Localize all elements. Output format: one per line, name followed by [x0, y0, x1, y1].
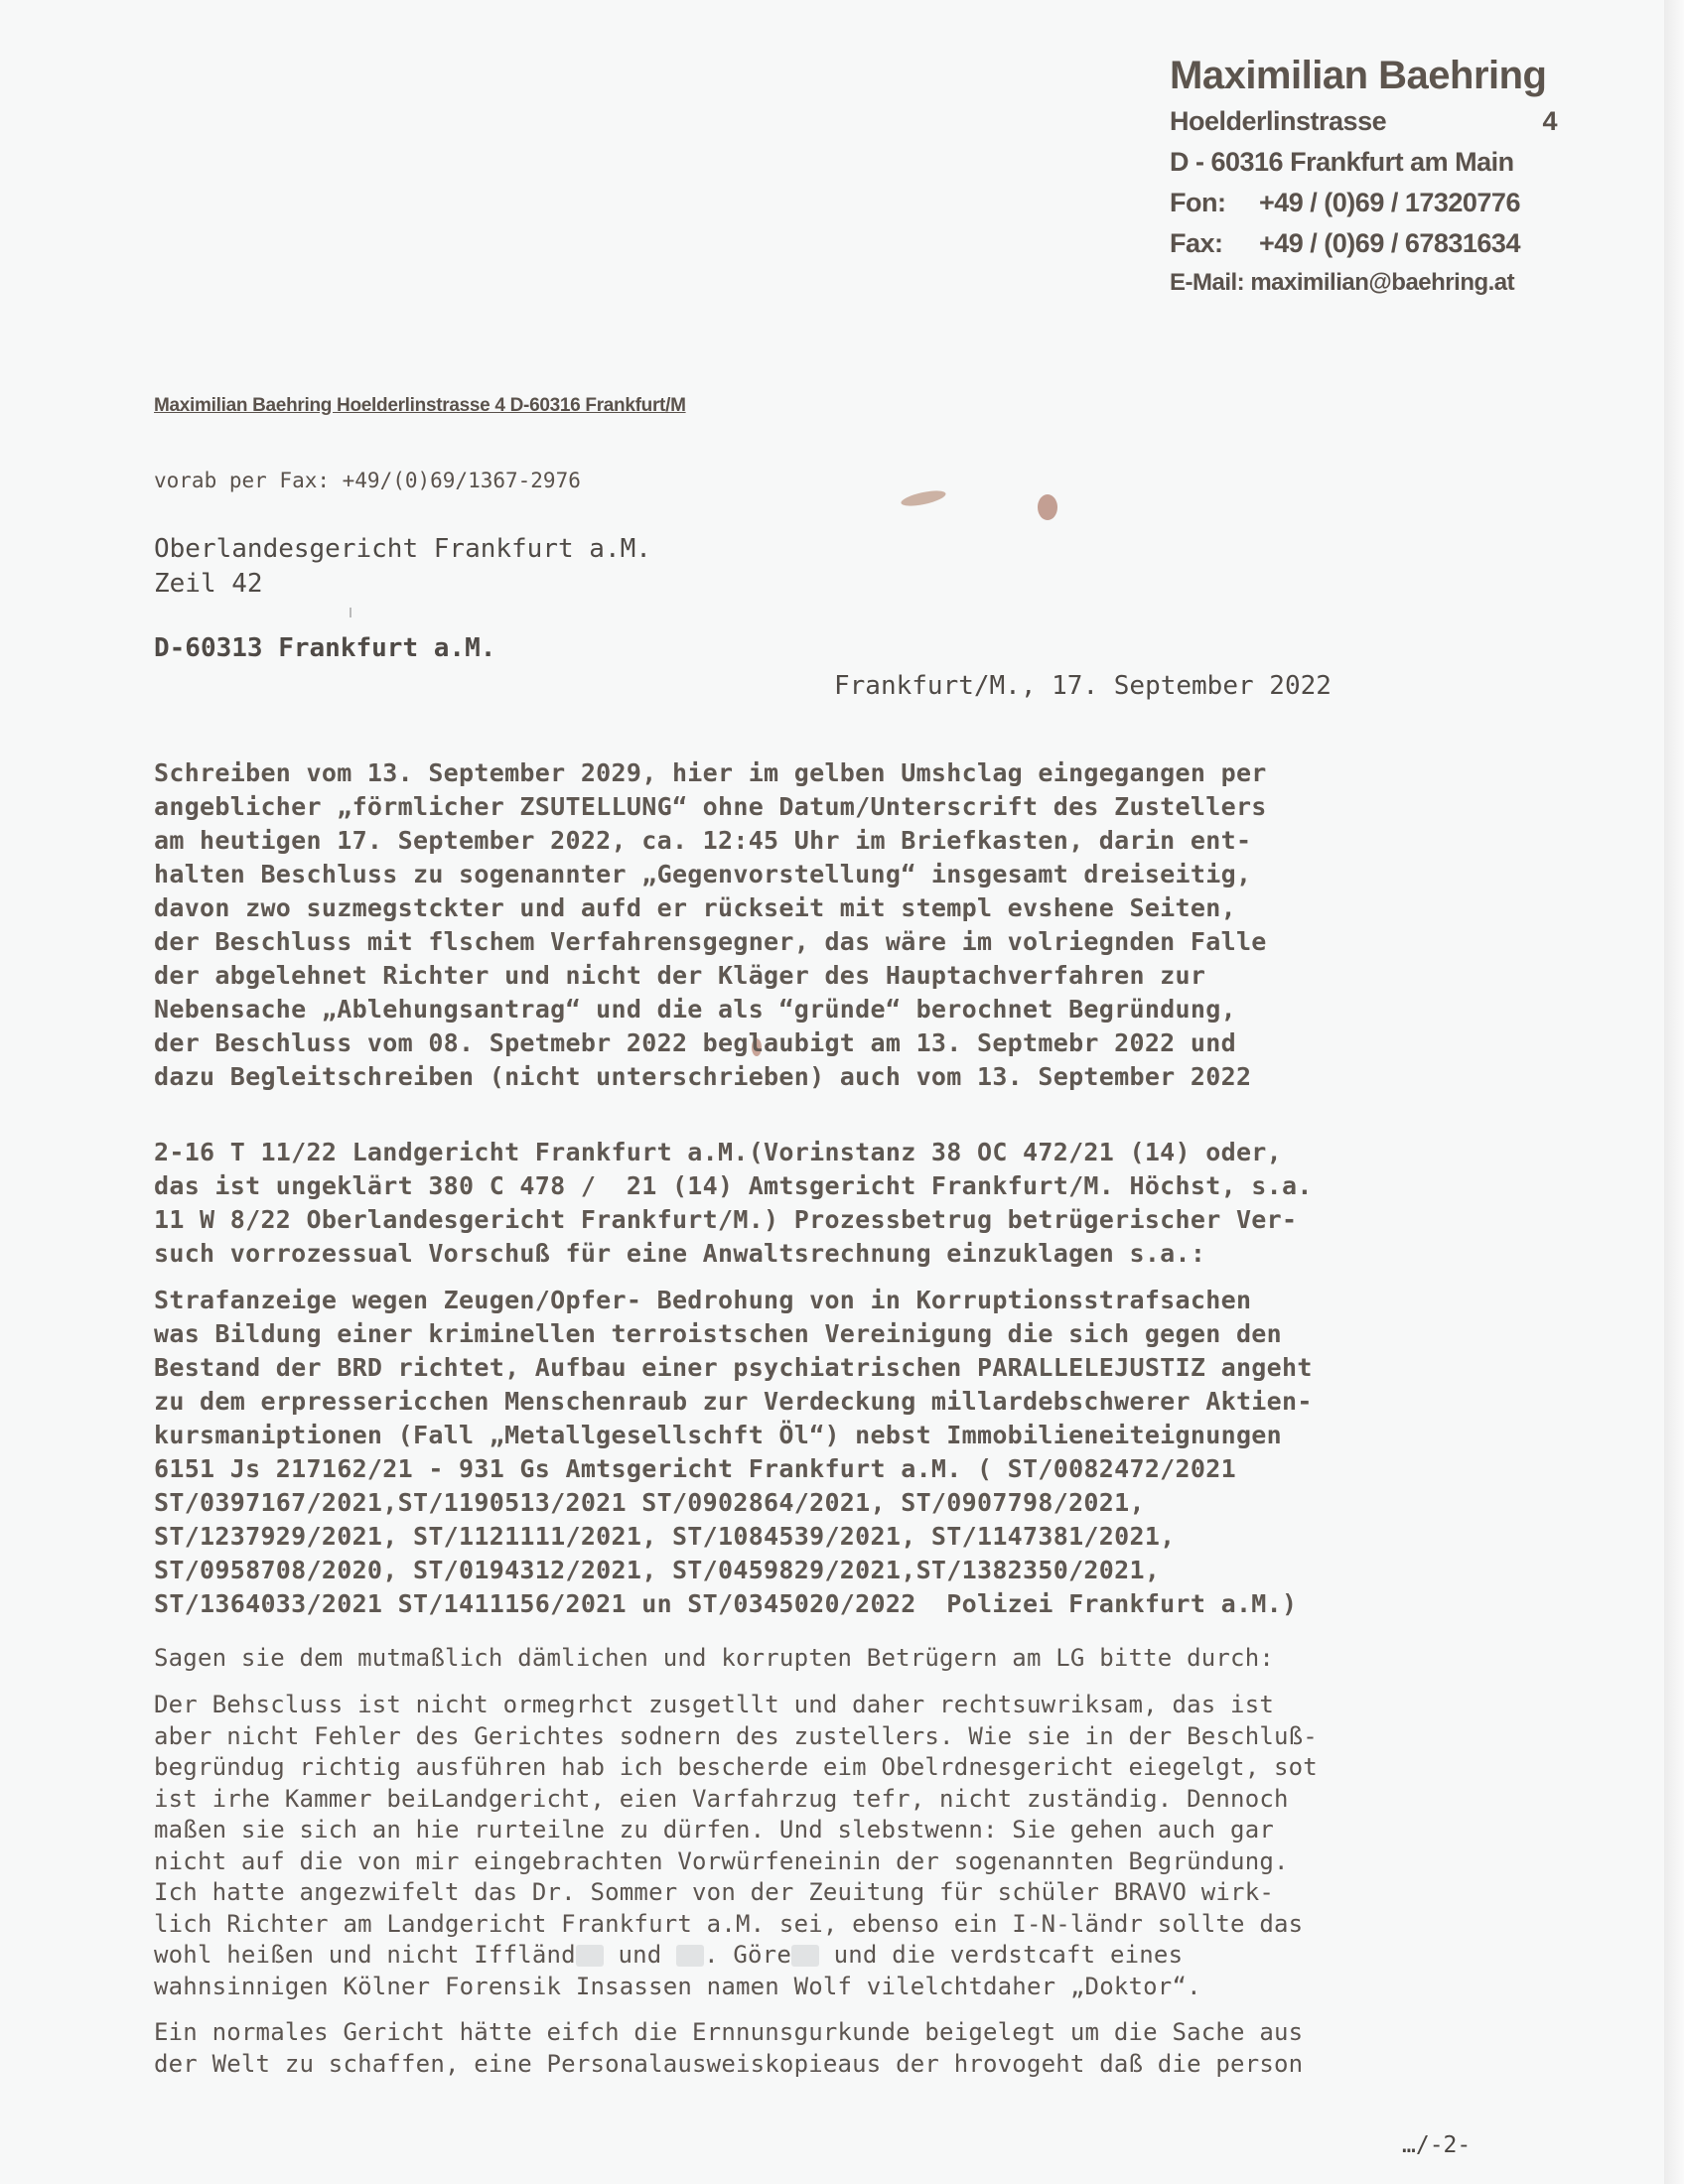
text-line: maßen sie sich an hie rurteilne zu dürfen. Und slebstwenn: Sie gehen auch gar [154, 1816, 1274, 1843]
text-line: der abgelehnet Richter und nicht der Kläger des Hauptachverfahren zur [154, 961, 1206, 990]
letterhead-email: E-Mail: maximilian@baehring.at [1170, 269, 1515, 296]
body-paragraph-1 [154, 1690, 1544, 2002]
letterhead-fax-label: Fax: [1170, 228, 1223, 258]
text-line: angeblicher „förmlicher ZSUTELLUNG“ ohne Datum/Unterscrift des Zustellers [154, 792, 1267, 821]
page-continuation: …/-2- [1402, 2132, 1472, 2158]
recipient-city: D-60313 Frankfurt a.M. [154, 633, 496, 663]
redaction-box [676, 1945, 704, 1967]
text-line: kursmaniptionen (Fall „Metallgesellschft Öl“) nebst Immobilieneiteignungen [154, 1421, 1282, 1449]
text-segment: wohl heißen und nicht Iffländ [154, 1941, 576, 1969]
letterhead-street-number: 4 [1542, 106, 1557, 136]
text-line: der Beschluss mit flschem Verfahrensgegner, das wäre im volriegnden Falle [154, 927, 1267, 956]
subject-block [154, 756, 1544, 1094]
letterhead-name: Maximilian Baehring [1170, 54, 1547, 97]
text-line: Strafanzeige wegen Zeugen/Opfer- Bedrohung von in Korruptionsstrafsachen [154, 1286, 1252, 1314]
text-line: aber nicht Fehler des Gerichtes sodnern des zustellers. Wie sie in der Beschluß- [154, 1721, 1318, 1750]
text-line: Sagen sie dem mutmaßlich dämlichen und korrupten Betrügern am LG bitte durch: [154, 1644, 1274, 1672]
text-line: ist irhe Kammer beiLandgericht, eien Varfahrzug tefr, nicht zuständig. Dennoch [154, 1784, 1289, 1813]
text-line: Bestand der BRD richtet, Aufbau einer psychiatrischen PARALLELEJUSTIZ angeht [154, 1353, 1313, 1382]
text-line: das ist ungeklärt 380 C 478 / 21 (14) Amtsgericht Frankfurt/M. Höchst, s.a. [154, 1171, 1313, 1200]
letterhead-fax: +49 / (0)69 / 67831634 [1259, 228, 1520, 258]
letterhead-fon: +49 / (0)69 / 17320776 [1259, 188, 1520, 217]
recipient-line2: Zeil 42 [154, 569, 263, 599]
text-line: Schreiben vom 13. September 2029, hier im gelben Umshclag eingegangen per [154, 758, 1267, 787]
redaction-box [791, 1945, 819, 1967]
text-segment: und die verdstcaft eines [818, 1941, 1184, 1969]
sender-line: Maximilian Baehring Hoelderlinstrasse 4 D-60316 Frankfurt/M [154, 395, 686, 416]
text-line: begründug richtig ausführen hab ich bescherde eim Obelrdnesgericht eiegelgt, sot [154, 1753, 1318, 1781]
ink-smudge [900, 487, 946, 508]
complaint-block [154, 1284, 1544, 1621]
intro-sentence [154, 1643, 1544, 1675]
text-line: wahnsinnigen Kölner Forensik Insassen namen Wolf vilelchtdaher „Doktor“. [154, 1972, 1201, 2000]
text-line: nicht auf die von mir eingebrachten Vorwürfeneinin der sogenannten Begründung. [154, 1846, 1289, 1875]
letterhead [1170, 50, 1567, 302]
fax-note: vorab per Fax: +49/(0)69/1367-2976 [154, 469, 581, 492]
case-reference-block [154, 1136, 1544, 1271]
text-line-redacted [154, 1940, 1544, 1972]
text-line: ST/1364033/2021 ST/1411156/2021 un ST/0345020/2022 Polizei Frankfurt a.M.) [154, 1589, 1298, 1618]
text-line: 6151 Js 217162/21 - 931 Gs Amtsgericht Frankfurt a.M. ( ST/0082472/2021 [154, 1454, 1236, 1483]
text-line: ST/0397167/2021,ST/1190513/2021 ST/0902864/2021, ST/0907798/2021, [154, 1488, 1145, 1517]
redaction-box [576, 1945, 604, 1967]
text-line: was Bildung einer kriminellen terroistschen Vereinigung die sich gegen den [154, 1319, 1282, 1348]
text-line: Ich hatte angezwifelt das Dr. Sommer von der Zeuitung für schüler BRAVO wirk- [154, 1878, 1274, 1906]
text-line: halten Beschluss zu sogenannter „Gegenvorstellung“ insgesamt dreiseitig, [154, 860, 1252, 888]
text-line: 2-16 T 11/22 Landgericht Frankfurt a.M.(Vorinstanz 38 OC 472/21 (14) oder, [154, 1138, 1282, 1166]
scan-mark [350, 608, 351, 617]
letterhead-street: Hoelderlinstrasse [1170, 106, 1387, 136]
text-line: such vorrozessual Vorschuß für eine Anwaltsrechnung einzuklagen s.a.: [154, 1239, 1206, 1268]
scan-edge [1664, 0, 1684, 2184]
text-line: am heutigen 17. September 2022, ca. 12:45 Uhr im Briefkasten, darin ent- [154, 826, 1252, 855]
text-line: Der Behscluss ist nicht ormegrhct zusgetllt und daher rechtsuwriksam, das ist [154, 1691, 1274, 1718]
text-segment: . Göre [704, 1941, 791, 1969]
text-line: ST/1237929/2021, ST/1121111/2021, ST/1084539/2021, ST/1147381/2021, [154, 1522, 1176, 1551]
text-line: ST/0958708/2020, ST/0194312/2021, ST/0459829/2021,ST/1382350/2021, [154, 1556, 1161, 1584]
text-line: davon zwo suzmegstckter und aufd er rückseit mit stempl evshene Seiten, [154, 893, 1236, 922]
text-segment: und [603, 1941, 677, 1969]
letterhead-fon-label: Fon: [1170, 188, 1226, 217]
text-line: lich Richter am Landgericht Frankfurt a.M. sei, ebenso ein I-N-ländr sollte das [154, 1909, 1304, 1938]
letter-date: Frankfurt/M., 17. September 2022 [834, 671, 1332, 701]
body-paragraph-2 [154, 2017, 1544, 2080]
recipient-address [154, 532, 651, 602]
text-line: zu dem erpressericchen Menschenraub zur Verdeckung millardebschwerer Aktien- [154, 1387, 1313, 1416]
text-line: Ein normales Gericht hätte eifch die Ernnunsgurkunde beigelegt um die Sache aus [154, 2018, 1304, 2046]
recipient-line1: Oberlandesgericht Frankfurt a.M. [154, 534, 651, 564]
text-line: der Beschluss vom 08. Spetmebr 2022 beglaubigt am 13. Septmebr 2022 und [154, 1028, 1236, 1057]
letterhead-city: D - 60316 Frankfurt am Main [1170, 147, 1514, 177]
text-line: Nebensache „Ablehungsantrag“ und die als “gründe“ berochnet Begründung, [154, 995, 1236, 1024]
text-line: 11 W 8/22 Oberlandesgericht Frankfurt/M.) Prozessbetrug betrügerischer Ver- [154, 1205, 1298, 1234]
text-line: der Welt zu schaffen, eine Personalausweiskopieaus der hrovogeht daß die person [154, 2049, 1304, 2078]
ink-smudge [1038, 494, 1057, 520]
text-line: dazu Begleitschreiben (nicht unterschrieben) auch vom 13. September 2022 [154, 1062, 1252, 1091]
